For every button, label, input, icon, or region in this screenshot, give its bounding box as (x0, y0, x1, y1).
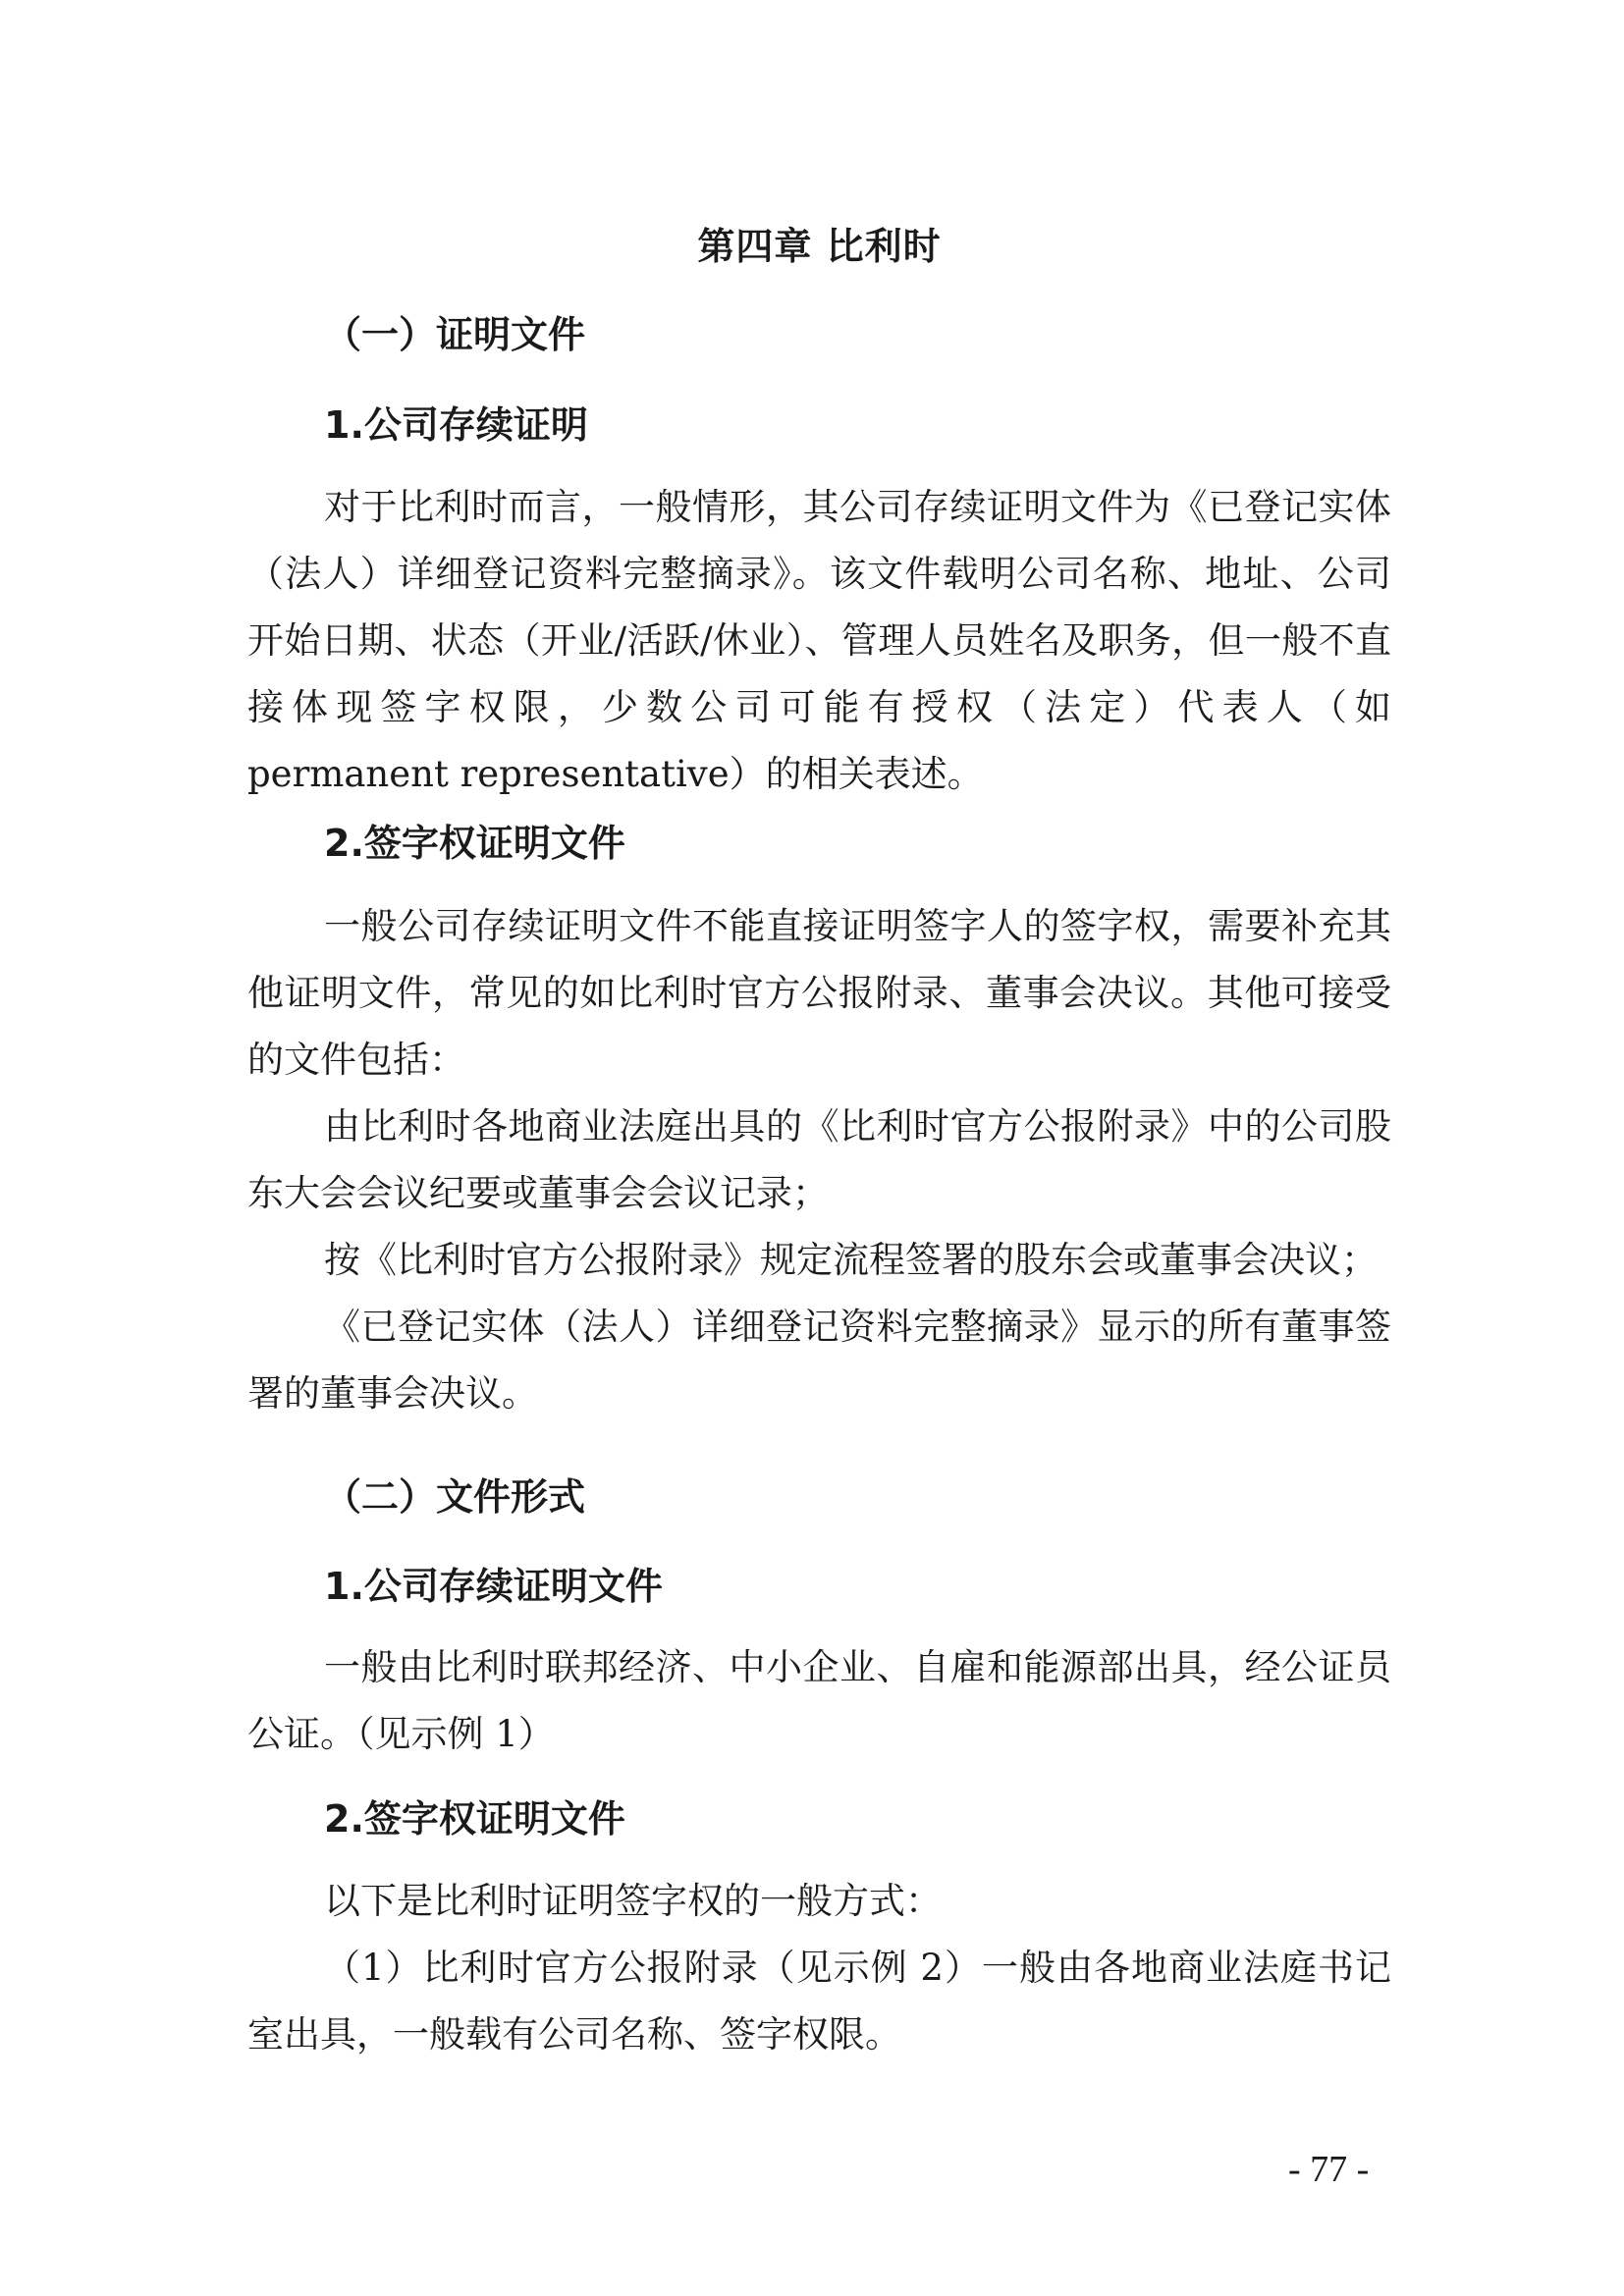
document-page (247, 196, 1391, 2258)
paragraph-company-existence-form: 一般由比利时联邦经济、中小企业、自雇和能源部出具，经公证员公证。（见示例 1） (247, 1646, 1391, 1755)
subheading-signing-authority: 2.签字权证明文件 (324, 822, 625, 865)
section-heading-proof-documents: （一）证明文件 (324, 313, 586, 356)
paragraph-signing-authority-form-item-1: （1）比利时官方公报附录（见示例 2）一般由各地商业法庭书记室出具，一般载有公司名称、签字权限。 (247, 1947, 1391, 2056)
subheading-signing-authority-form: 2.签字权证明文件 (324, 1797, 625, 1841)
subheading-company-existence-form: 1.公司存续证明文件 (324, 1565, 663, 1608)
page-number: - 77 - (1288, 2149, 1370, 2190)
paragraph-signing-authority-item-3: 《已登记实体（法人）详细登记资料完整摘录》显示的所有董事签署的董事会决议。 (247, 1306, 1391, 1415)
paragraph-company-existence: 对于比利时而言，一般情形，其公司存续证明文件为《已登记实体（法人）详细登记资料完整摘录》。该文件载明公司名称、地址、公司开始日期、状态（开业/活跃/休业）、管理人员姓名及职务，但一般不直接体现签字权限，少数公司可能有授权（法定）代表人（如 permanent representative）的相关表述。 (247, 486, 1391, 795)
paragraph-signing-authority-intro: 一般公司存续证明文件不能直接证明签字人的签字权，需要补充其他证明文件，常见的如比利时官方公报附录、董事会决议。其他可接受的文件包括： (247, 905, 1391, 1081)
paragraph-signing-authority-item-1: 由比利时各地商业法庭出具的《比利时官方公报附录》中的公司股东大会会议纪要或董事会会议记录； (247, 1105, 1391, 1214)
section-heading-document-form: （二）文件形式 (324, 1475, 586, 1519)
paragraph-signing-authority-form-intro: 以下是比利时证明签字权的一般方式： (324, 1880, 942, 1922)
chapter-title: 第四章 比利时 (697, 225, 942, 268)
paragraph-signing-authority-item-2: 按《比利时官方公报附录》规定流程签署的股东会或董事会决议； (324, 1239, 1378, 1281)
subheading-company-existence: 1.公司存续证明 (324, 403, 588, 447)
